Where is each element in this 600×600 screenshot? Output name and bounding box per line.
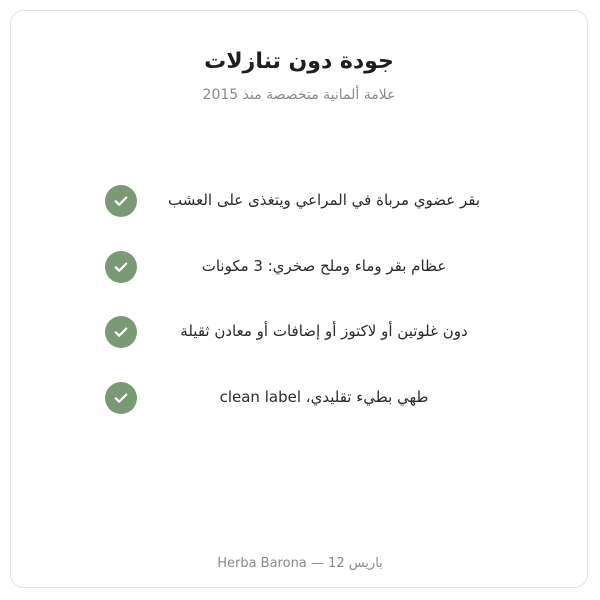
feature-label: طهي بطيء تقليدي، clean label	[219, 388, 429, 406]
check-circle-icon	[105, 185, 137, 217]
check-circle-icon	[105, 251, 137, 283]
check-circle-icon	[105, 316, 137, 348]
feature-item	[105, 251, 505, 285]
feature-label: عظام بقر وماء وملح صخري: 3 مكونات	[201, 257, 447, 275]
page-title: جودة دون تنازلات	[204, 49, 394, 74]
feature-item	[105, 185, 505, 219]
feature-label: دون غلوتين أو لاكتوز أو إضافات أو معادن ثقيلة	[180, 322, 468, 340]
page-subtitle: علامة ألمانية متخصصة منذ 2015	[202, 87, 396, 103]
check-circle-icon	[105, 382, 137, 414]
content-card	[10, 10, 588, 588]
feature-item	[105, 316, 505, 350]
feature-item	[105, 382, 505, 416]
footer-text: باريس 12 — Herba Barona	[217, 556, 383, 571]
feature-label: بقر عضوي مرباة في المراعي ويتغذى على العشب	[167, 191, 481, 209]
